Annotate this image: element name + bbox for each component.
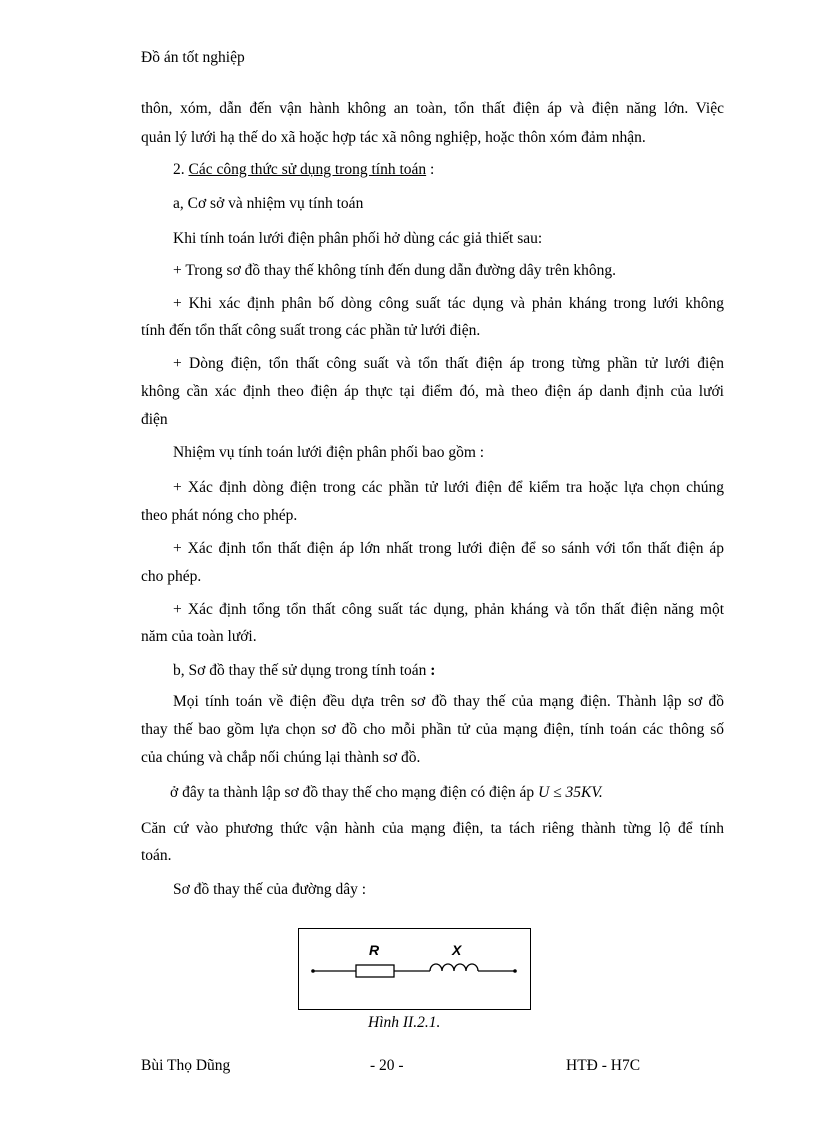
- terminal-right: [513, 969, 517, 973]
- figure-caption: Hình II.2.1.: [368, 1014, 441, 1031]
- paragraph-line: + Xác định tổn thất điện áp lớn nhất trong lưới điện để so sánh với tổn thất điện áp: [173, 540, 724, 557]
- voltage-text: ở đây ta thành lập sơ đồ thay thế cho mạng điện có điện áp: [170, 784, 539, 801]
- paragraph-line: tính đến tổn thất công suất trong các phần tử lưới điện.: [141, 322, 481, 339]
- footer-page-number: - 20 -: [370, 1057, 404, 1074]
- page-header: Đồ án tốt nghiệp: [141, 49, 245, 66]
- paragraph-line: năm của toàn lưới.: [141, 628, 257, 645]
- paragraph-line: + Xác định tổng tổn thất công suất tác dụng, phản kháng và tổn thất điện năng một: [173, 601, 724, 618]
- paragraph-line: toán.: [141, 847, 172, 864]
- resistor-symbol: [356, 965, 394, 977]
- diagram-intro: Sơ đồ thay thế của đường dây :: [173, 881, 367, 898]
- subheading-b-colon: :: [430, 662, 436, 679]
- paragraph-line: Mọi tính toán về điện đều dựa trên sơ đồ thay thế của mạng điện. Thành lập sơ đồ: [173, 693, 724, 710]
- paragraph-line: theo phát nóng cho phép.: [141, 507, 298, 524]
- reactance-label: X: [452, 942, 462, 958]
- resistor-label: R: [369, 942, 380, 958]
- voltage-formula: U ≤ 35KV.: [538, 784, 603, 801]
- assumptions-intro: Khi tính toán lưới điện phân phối hở dùng các giả thiết sau:: [173, 230, 543, 247]
- paragraph-line: + Xác định dòng điện trong các phần tử lưới điện để kiểm tra hoặc lựa chọn chúng: [173, 479, 724, 496]
- section-title: Các công thức sử dụng trong tính toán: [188, 161, 427, 178]
- circuit-svg: [298, 928, 531, 1010]
- paragraph-line: quản lý lưới hạ thế do xã hoặc hợp tác xã nông nghiệp, hoặc thôn xóm đảm nhận.: [141, 129, 646, 146]
- subheading-a: a, Cơ sở và nhiệm vụ tính toán: [173, 195, 364, 212]
- paragraph-line: cho phép.: [141, 568, 202, 585]
- paragraph-line: + Dòng điện, tổn thất công suất và tổn thất điện áp trong từng phần tử lưới điện: [173, 355, 724, 372]
- subheading-b-text: b, Sơ đồ thay thế sử dụng trong tính toán: [173, 662, 431, 679]
- inductor-symbol: [430, 964, 478, 971]
- subheading-b: [173, 662, 435, 680]
- paragraph-line: Căn cứ vào phương thức vận hành của mạng điện, ta tách riêng thành từng lộ để tính: [141, 820, 724, 837]
- footer-author: Bùi Thọ Dũng: [141, 1057, 231, 1074]
- voltage-line: [170, 784, 603, 802]
- paragraph-line: của chúng và chắp nối chúng lại thành sơ đồ.: [141, 749, 421, 766]
- tasks-intro: Nhiệm vụ tính toán lưới điện phân phối bao gồm :: [173, 444, 485, 461]
- section-colon: :: [426, 161, 435, 178]
- assumption-item: + Trong sơ đồ thay thế không tính đến dung dẫn đường dây trên không.: [173, 262, 616, 279]
- paragraph-line: thay thế bao gồm lựa chọn sơ đồ cho mỗi phần tử của mạng điện, tính toán các thông số: [141, 721, 724, 738]
- paragraph-line: không cần xác định theo điện áp thực tại điểm đó, mà theo điện áp danh định của lưới: [141, 383, 724, 400]
- paragraph-line: điện: [141, 411, 168, 428]
- section-number: 2.: [173, 161, 189, 178]
- equivalent-circuit-diagram: [298, 928, 531, 1010]
- paragraph-line: + Khi xác định phân bố dòng công suất tác dụng và phản kháng trong lưới không: [173, 295, 724, 312]
- section-heading: [173, 161, 434, 179]
- footer-class: HTĐ - H7C: [566, 1057, 641, 1074]
- paragraph-line: thôn, xóm, dẫn đến vận hành không an toàn, tổn thất điện áp và điện năng lớn. Việc: [141, 100, 724, 117]
